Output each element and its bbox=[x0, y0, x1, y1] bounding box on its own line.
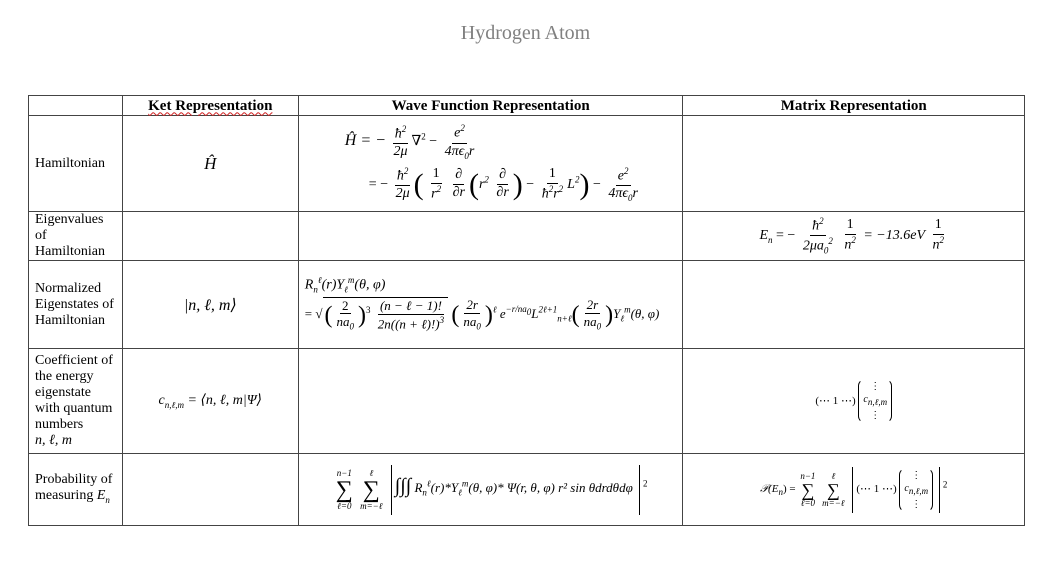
document-title: Hydrogen Atom bbox=[460, 22, 591, 44]
row-label-coefficient: Coefficient of the energy eigenstate with quantum numbers n, ℓ, m bbox=[29, 349, 123, 454]
wave-probability: n−1 ∑ ℓ=0 ℓ ∑ m=−ℓ ∫∫∫ $R_n^\ell(r)*Y_\ell^m(\theta$, φ)* Ψ(r, θ, φ) r² sin θdrdθdφ $^2$ bbox=[298, 454, 683, 526]
row-label-hamiltonian: Hamiltonian bbox=[29, 116, 123, 212]
ket-eigenstates: |n, ℓ, m⟩ bbox=[122, 261, 298, 349]
matrix-hamiltonian bbox=[683, 116, 1025, 212]
header-matrix: Matrix Representation bbox=[683, 96, 1025, 116]
row-eigenvalues bbox=[29, 212, 1025, 261]
wave-coefficient bbox=[298, 349, 683, 454]
header-wave-function: Wave Function Representation bbox=[298, 96, 683, 116]
wave-hamiltonian: Ĥ = − $\frac{ħ^2}{2\mu}$ ∇$^2$ − $\frac{e^2}{4\pi\epsilon_0r}$ = − $\frac{ħ^2}{2\mu}$ ( $\frac{1}{r^2}$ $\frac{\partial}{\partial r}$ ($r^2$ $\frac{\partial}{\partial r}$ ) − $\frac{1}{ħ^2r^2}$ $L^2$) − $\frac{e^2}{4\pi\epsilon_0r}$ bbox=[298, 116, 683, 212]
row-eigenstates bbox=[29, 261, 1025, 349]
ket-eigenvalues bbox=[122, 212, 298, 261]
representation-table bbox=[28, 95, 1025, 526]
row-coefficient bbox=[29, 349, 1025, 454]
row-probability bbox=[29, 454, 1025, 526]
ket-hamiltonian: Ĥ bbox=[122, 116, 298, 212]
matrix-probability: $𝒫(E_n)$ = n−1 ∑ ℓ=0 ℓ ∑ m=−ℓ (⋯ 1 ⋯) ⋮ $c_{n,\ell,m}$ ⋮ $^2$ bbox=[683, 454, 1025, 526]
row-label-eigenstates: Normalized Eigenstates of Hamiltonian bbox=[29, 261, 123, 349]
ket-probability bbox=[122, 454, 298, 526]
row-label-probability: Probability of measuring $E_n$ bbox=[29, 454, 123, 526]
wave-eigenvalues bbox=[298, 212, 683, 261]
matrix-coefficient: (⋯ 1 ⋯) ⋮ $c_{n,\ell,m}$ ⋮ bbox=[683, 349, 1025, 454]
row-hamiltonian bbox=[29, 116, 1025, 212]
matrix-eigenstates bbox=[683, 261, 1025, 349]
header-row bbox=[29, 96, 1025, 116]
header-ket: Ket Representation bbox=[122, 96, 298, 116]
ket-coefficient: $c_{n,\ell,m}$ = ⟨n, ℓ, m|Ψ⟩ bbox=[122, 349, 298, 454]
header-empty bbox=[29, 96, 123, 116]
wave-eigenstates: $R_n^\ell(r)Y_\ell^m(\theta$, φ) = √( $\frac{2}{na_0}$ )$^3$ $\frac{\text{(n − ℓ − 1)!}}{2n((n + \ell)!)^3}$ ( $\frac{2r}{na_0}$ )$^\ell$ $e^{-r/na_0}L^{2\ell+1}_{n+\ell}$( $\frac{2r}{na_0}$ )$Y_\ell^m(\theta$, φ) bbox=[298, 261, 683, 349]
matrix-eigenvalues: $E_n$ = − $\frac{ħ^2}{2\mu a_0^2}$ $\frac{1}{n^2}$ = −13.6eV $\frac{1}{n^2}$ bbox=[683, 212, 1025, 261]
row-label-eigenvalues: Eigenvalues of Hamiltonian bbox=[29, 212, 123, 261]
